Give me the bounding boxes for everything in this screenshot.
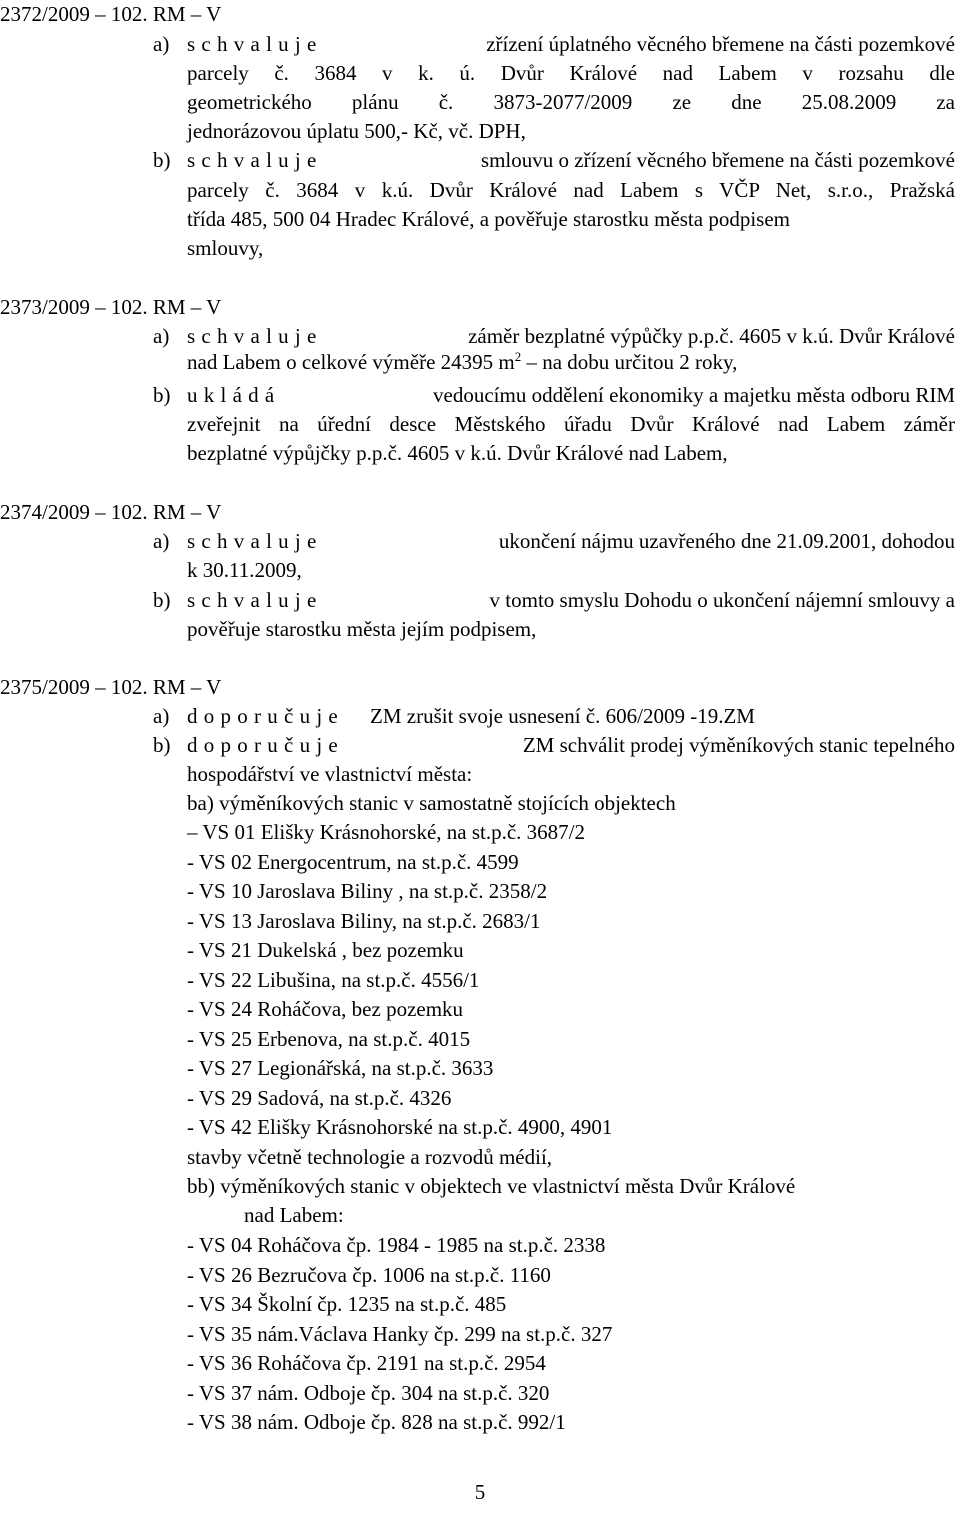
text-line: stavby včetně technologie a rozvodů médií, xyxy=(187,1145,553,1169)
list-item: - VS 24 Roháčova, bez pozemku xyxy=(187,997,464,1021)
item-b-prefix: b) xyxy=(153,733,171,757)
text-line: záměr bezplatné výpůčky p.p.č. 4605 v k.ú. Dvůr Králové xyxy=(468,324,955,348)
item-b-prefix: b) xyxy=(153,148,171,172)
text-line: jednorázovou úplatu 500,- Kč, vč. DPH, xyxy=(187,119,526,143)
list-item: - VS 13 Jaroslava Biliny, na st.p.č. 2683/1 xyxy=(187,908,541,933)
resolution-header-2372: 2372/2009 – 102. RM – V xyxy=(0,2,222,26)
text-line: parcely č. 3684 v k.ú. Dvůr Králové nad Labem s VČP Net, s.r.o., Pražská xyxy=(187,178,955,202)
text-line: hospodářství ve vlastnictví města: xyxy=(187,762,473,786)
resolution-header-2374: 2374/2009 – 102. RM – V xyxy=(0,500,222,524)
item-b-prefix: b) xyxy=(153,383,171,407)
text-line: ukončení nájmu uzavřeného dne 21.09.2001, dohodou xyxy=(498,529,955,553)
superscript-2: 2 xyxy=(514,349,522,364)
area-duration-text: – na dobu určitou 2 roky, xyxy=(526,350,738,374)
subsection-bb-title: bb) výměníkových stanic v objektech ve vlastnictví města Dvůr Králové xyxy=(187,1174,796,1198)
list-item: - VS 38 nám. Odboje čp. 828 na st.p.č. 992/1 xyxy=(187,1410,566,1434)
list-item: - VS 25 Erbenova, na st.p.č. 4015 xyxy=(187,1026,471,1051)
text-line: zřízení úplatného věcného břemene na části pozemkové xyxy=(486,32,955,56)
list-item: - VS 36 Roháčova čp. 2191 na st.p.č. 2954 xyxy=(187,1351,546,1375)
list-item: - VS 42 Elišky Krásnohorské na st.p.č. 4900, 4901 xyxy=(187,1115,613,1139)
page-number: 5 xyxy=(474,1480,486,1504)
subsection-bb-title-cont: nad Labem: xyxy=(244,1203,344,1227)
text-line: smlouvy, xyxy=(187,236,264,260)
keyword-schvaluje: s c h v a l u j e xyxy=(187,529,317,553)
keyword-doporucuje: d o p o r u č u j e xyxy=(187,704,339,728)
text-line: vedoucímu oddělení ekonomiky a majetku města odboru RIM xyxy=(433,383,955,407)
list-item: - VS 10 Jaroslava Biliny , na st.p.č. 2358/2 xyxy=(187,879,548,903)
text-line: ZM zrušit svoje usnesení č. 606/2009 -19.ZM xyxy=(370,704,755,728)
keyword-schvaluje: s c h v a l u j e xyxy=(187,324,317,348)
list-item: - VS 04 Roháčova čp. 1984 - 1985 na st.p.č. 2338 xyxy=(187,1233,606,1257)
text-line-area xyxy=(187,349,738,374)
resolution-header-2375: 2375/2009 – 102. RM – V xyxy=(0,675,222,699)
list-item: - VS 29 Sadová, na st.p.č. 4326 xyxy=(187,1085,452,1110)
text-line: pověřuje starostku města jejím podpisem, xyxy=(187,617,537,641)
item-a-prefix: a) xyxy=(153,704,170,728)
list-item: - VS 26 Bezručova čp. 1006 na st.p.č. 1160 xyxy=(187,1262,551,1287)
item-b-prefix: b) xyxy=(153,588,171,612)
keyword-doporucuje: d o p o r u č u j e xyxy=(187,733,339,757)
list-item: - VS 22 Libušina, na st.p.č. 4556/1 xyxy=(187,967,480,992)
text-line: parcely č. 3684 v k. ú. Dvůr Králové nad Labem v rozsahu dle xyxy=(187,61,955,85)
item-a-prefix: a) xyxy=(153,529,170,553)
text-line: zveřejnit na úřední desce Městského úřadu Dvůr Králové nad Labem záměr xyxy=(187,412,955,436)
text-line: ZM schválit prodej výměníkových stanic tepelného xyxy=(522,733,955,757)
list-item: - VS 21 Dukelská , bez pozemku xyxy=(187,938,464,962)
list-item: - VS 35 nám.Václava Hanky čp. 299 na st.p.č. 327 xyxy=(187,1321,613,1346)
list-item: - VS 02 Energocentrum, na st.p.č. 4599 xyxy=(187,849,519,874)
text-line: třída 485, 500 04 Hradec Králové, a pověřuje starostku města podpisem xyxy=(187,207,791,231)
text-line: bezplatné výpůjčky p.p.č. 4605 v k.ú. Dvůr Králové nad Labem, xyxy=(187,441,728,465)
item-a-prefix: a) xyxy=(153,32,170,56)
text-line: v tomto smyslu Dohodu o ukončení nájemní smlouvy a xyxy=(489,588,955,612)
keyword-uklada: u k l á d á xyxy=(187,383,275,407)
text-line: geometrického plánu č. 3873-2077/2009 ze dne 25.08.2009 za xyxy=(187,90,955,114)
text-line: k 30.11.2009, xyxy=(187,558,302,582)
list-item: – VS 01 Elišky Krásnohorské, na st.p.č. 3687/2 xyxy=(187,820,586,844)
keyword-schvaluje: s c h v a l u j e xyxy=(187,32,317,56)
resolution-header-2373: 2373/2009 – 102. RM – V xyxy=(0,295,222,319)
area-text: nad Labem o celkové výměře 24395 m xyxy=(187,350,515,374)
subsection-ba-title: ba) výměníkových stanic v samostatně stojících objektech xyxy=(187,791,676,815)
list-item: - VS 34 Školní čp. 1235 na st.p.č. 485 xyxy=(187,1292,507,1316)
item-a-prefix: a) xyxy=(153,324,170,348)
text-line: smlouvu o zřízení věcného břemene na části pozemkové xyxy=(480,148,955,172)
list-item: - VS 27 Legionářská, na st.p.č. 3633 xyxy=(187,1056,494,1080)
list-item: - VS 37 nám. Odboje čp. 304 na st.p.č. 320 xyxy=(187,1380,550,1405)
keyword-schvaluje: s c h v a l u j e xyxy=(187,588,317,612)
keyword-schvaluje: s c h v a l u j e xyxy=(187,148,317,172)
